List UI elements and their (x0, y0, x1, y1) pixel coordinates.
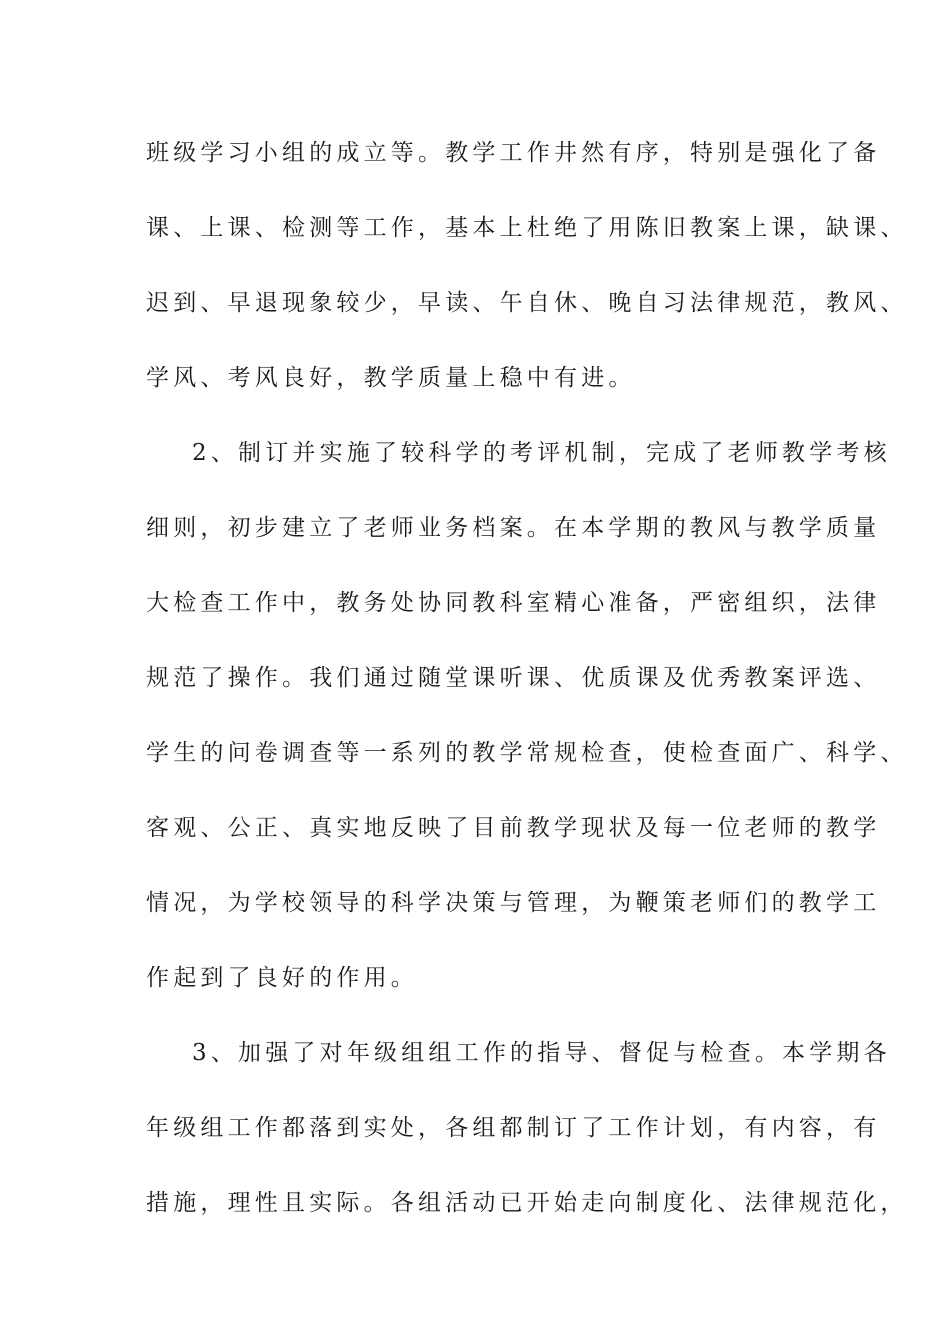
text-line: 细则，初步建立了老师业务档案。在本学期的教风与教学质量 (146, 515, 881, 541)
text-line: 迟到、早退现象较少，早读、午自休、晚自习法律规范，教风、 (146, 290, 908, 316)
text-line: 学生的问卷调查等一系列的教学常规检查，使检查面广、科学、 (146, 740, 908, 766)
text-line: 客观、公正、真实地反映了目前教学现状及每一位老师的教学 (146, 815, 881, 841)
text-line: 年级组工作都落到实处，各组都制订了工作计划，有内容，有 (146, 1115, 881, 1141)
text-line: 措施，理性且实际。各组活动已开始走向制度化、法律规范化， (146, 1190, 908, 1216)
text-line: 大检查工作中，教务处协同教科室精心准备，严密组织，法律 (146, 590, 881, 616)
text-line: 情况，为学校领导的科学决策与管理，为鞭策老师们的教学工 (146, 890, 881, 916)
text-line: 班级学习小组的成立等。教学工作井然有序，特别是强化了备 (146, 140, 881, 166)
text-line: 作起到了良好的作用。 (146, 965, 418, 991)
paragraph-start-line: 2、制订并实施了较科学的考评机制，完成了老师教学考核 (192, 440, 891, 466)
text-line: 学风、考风良好，教学质量上稳中有进。 (146, 365, 636, 391)
text-line: 课、上课、检测等工作，基本上杜绝了用陈旧教案上课，缺课、 (146, 215, 908, 241)
paragraph-start-line: 3、加强了对年级组组工作的指导、督促与检查。本学期各 (192, 1040, 891, 1066)
text-line: 规范了操作。我们通过随堂课听课、优质课及优秀教案评选、 (146, 665, 881, 691)
